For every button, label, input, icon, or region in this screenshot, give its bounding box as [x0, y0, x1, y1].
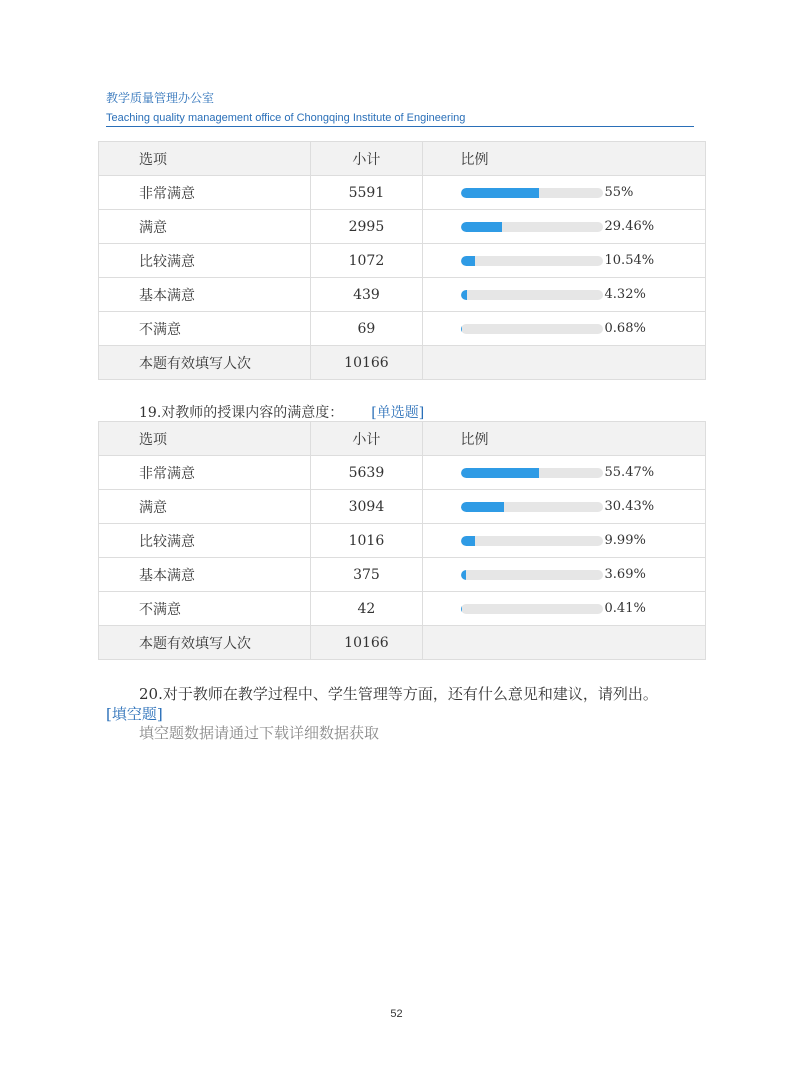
ratio-percent-label: 55.47%: [604, 465, 655, 480]
stats-table-q18: [98, 141, 706, 380]
ratio-percent-label: 55%: [604, 185, 634, 200]
ratio-bar-fill: [461, 570, 466, 580]
table-total-row: [99, 626, 706, 660]
ratio-bar-track: [461, 502, 603, 512]
question-19-text: 19.对教师的授课内容的满意度：: [139, 405, 344, 421]
option-ratio: [422, 210, 705, 244]
option-label: 满意: [99, 490, 311, 524]
question-19-title: [139, 402, 424, 422]
ratio-bar-track: [461, 222, 603, 232]
ratio-bar-fill: [461, 468, 540, 478]
ratio-bar-track: [461, 468, 603, 478]
option-label: 不满意: [99, 312, 311, 346]
option-ratio: [422, 524, 705, 558]
option-ratio: [422, 312, 705, 346]
table-row: [99, 558, 706, 592]
stats-table-q19: [98, 421, 706, 660]
column-header-count: 小计: [311, 142, 422, 176]
option-count: 2995: [311, 210, 422, 244]
option-label: 比较满意: [99, 524, 311, 558]
option-ratio: [422, 456, 705, 490]
column-header-count: 小计: [311, 422, 422, 456]
option-count: 375: [311, 558, 422, 592]
table-row: [99, 278, 706, 312]
ratio-bar-track: [461, 256, 603, 266]
ratio-bar-track: [461, 604, 603, 614]
ratio-bar-group: [461, 533, 705, 548]
total-label: 本题有效填写人次: [99, 626, 311, 660]
option-count: 3094: [311, 490, 422, 524]
total-count: 10166: [311, 346, 422, 380]
ratio-bar-fill: [461, 222, 503, 232]
ratio-percent-label: 3.69%: [604, 567, 646, 582]
table-row: [99, 490, 706, 524]
option-label: 非常满意: [99, 456, 311, 490]
table-row: [99, 312, 706, 346]
ratio-bar-group: [461, 321, 705, 336]
ratio-bar-track: [461, 536, 603, 546]
ratio-percent-label: 29.46%: [604, 219, 655, 234]
ratio-bar-track: [461, 570, 603, 580]
ratio-bar-group: [461, 253, 705, 268]
question-20-type-tag: [填空题]: [106, 705, 163, 723]
ratio-bar-track: [461, 290, 603, 300]
ratio-percent-label: 4.32%: [604, 287, 646, 302]
column-header-option: 选项: [99, 422, 311, 456]
option-label: 基本满意: [99, 278, 311, 312]
ratio-bar-fill: [461, 604, 462, 614]
ratio-bar-fill: [461, 536, 475, 546]
ratio-percent-label: 10.54%: [604, 253, 655, 268]
ratio-percent-label: 0.68%: [604, 321, 646, 336]
total-count: 10166: [311, 626, 422, 660]
column-header-option: 选项: [99, 142, 311, 176]
ratio-bar-group: [461, 567, 705, 582]
option-ratio: [422, 490, 705, 524]
option-ratio: [422, 592, 705, 626]
ratio-bar-group: [461, 287, 705, 302]
option-label: 非常满意: [99, 176, 311, 210]
table-row: [99, 592, 706, 626]
ratio-bar-group: [461, 499, 705, 514]
table-header-row: [99, 422, 706, 456]
option-count: 1016: [311, 524, 422, 558]
option-ratio: [422, 278, 705, 312]
option-count: 5639: [311, 456, 422, 490]
table-row: [99, 456, 706, 490]
header-org-en: Teaching quality management office of Chongqing Institute of Engineering: [106, 112, 466, 124]
option-count: 1072: [311, 244, 422, 278]
ratio-bar-group: [461, 219, 705, 234]
ratio-bar-group: [461, 185, 705, 200]
ratio-percent-label: 30.43%: [604, 499, 655, 514]
option-ratio: [422, 558, 705, 592]
header-divider: [106, 126, 694, 127]
option-count: 42: [311, 592, 422, 626]
ratio-bar-fill: [461, 290, 467, 300]
table-row: [99, 244, 706, 278]
option-ratio: [422, 176, 705, 210]
ratio-bar-group: [461, 465, 705, 480]
page-number: 52: [390, 1008, 403, 1020]
ratio-bar-fill: [461, 502, 504, 512]
ratio-bar-fill: [461, 324, 462, 334]
option-count: 69: [311, 312, 422, 346]
option-label: 基本满意: [99, 558, 311, 592]
total-empty-cell: [422, 346, 705, 380]
ratio-bar-fill: [461, 188, 539, 198]
table-total-row: [99, 346, 706, 380]
ratio-bar-track: [461, 188, 603, 198]
table-row: [99, 176, 706, 210]
option-count: 5591: [311, 176, 422, 210]
option-label: 不满意: [99, 592, 311, 626]
ratio-percent-label: 0.41%: [604, 601, 646, 616]
total-empty-cell: [422, 626, 705, 660]
ratio-bar-group: [461, 601, 705, 616]
fill-in-data-note: 填空题数据请通过下载详细数据获取: [139, 724, 380, 742]
table-row: [99, 210, 706, 244]
ratio-bar-fill: [461, 256, 476, 266]
option-label: 满意: [99, 210, 311, 244]
option-ratio: [422, 244, 705, 278]
question-19-type-tag: [单选题]: [371, 405, 425, 421]
header-org-cn: 教学质量管理办公室: [106, 91, 215, 105]
ratio-percent-label: 9.99%: [604, 533, 646, 548]
table-header-row: [99, 142, 706, 176]
option-label: 比较满意: [99, 244, 311, 278]
question-20-text: 20.对于教师在教学过程中、学生管理等方面，还有什么意见和建议，请列出。: [139, 685, 658, 703]
total-label: 本题有效填写人次: [99, 346, 311, 380]
table-row: [99, 524, 706, 558]
column-header-ratio: 比例: [422, 142, 705, 176]
ratio-bar-track: [461, 324, 603, 334]
option-count: 439: [311, 278, 422, 312]
column-header-ratio: 比例: [422, 422, 705, 456]
